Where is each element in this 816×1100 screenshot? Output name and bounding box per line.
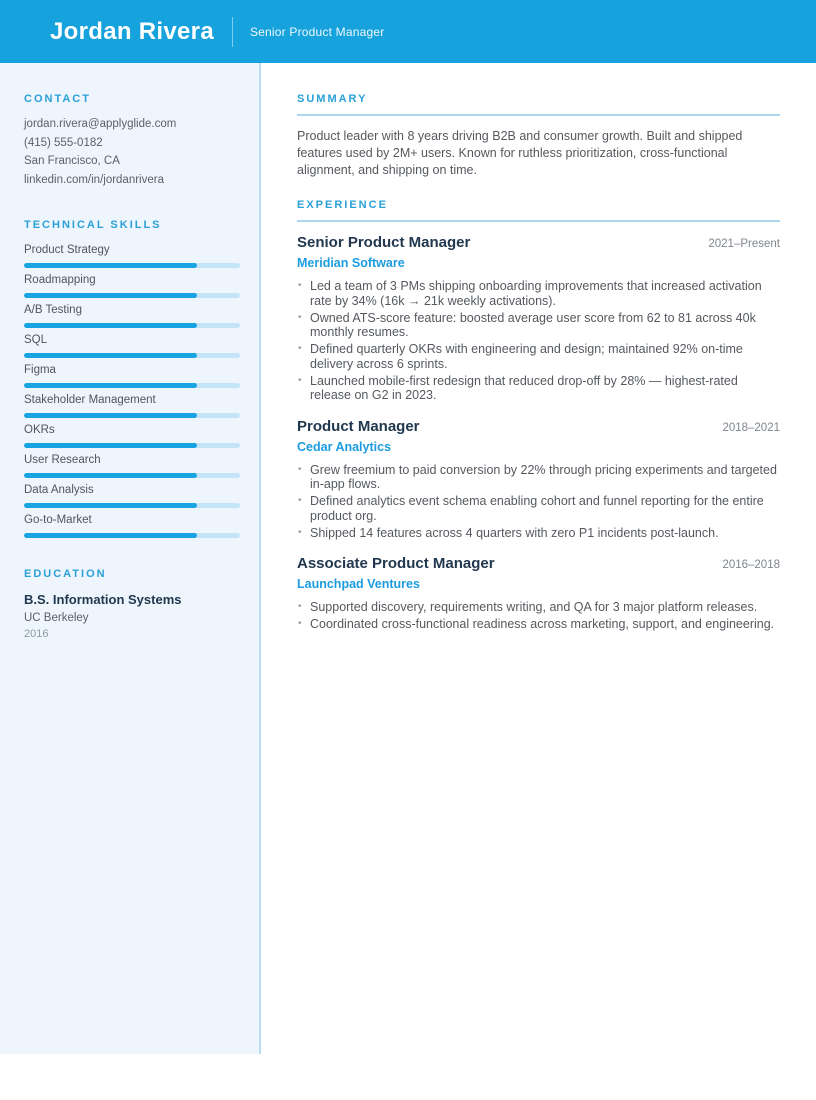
education-school: UC Berkeley: [24, 612, 89, 624]
summary-heading: SUMMARY: [297, 93, 780, 116]
job-bullet: • Shipped 14 features across 4 quarters with zero P1 incidents post-launch.: [297, 526, 780, 541]
candidate-name: Jordan Rivera: [50, 17, 214, 45]
education-section: [24, 568, 239, 640]
resume-body: [0, 63, 816, 1054]
job-bullet: • Led a team of 3 PMs shipping onboarding improvements that increased activation rate by 34% (16k → 21k weekly activations).: [297, 279, 780, 308]
skill-bar-fill: [24, 533, 197, 538]
summary-section: [297, 93, 780, 179]
skills-section: [24, 219, 239, 538]
job-dates: 2018–2021: [722, 421, 780, 434]
skill-bar-track: [24, 503, 240, 508]
job-bullet: • Owned ATS-score feature: boosted average user score from 62 to 81 across 40k monthly resumes.: [297, 311, 780, 340]
skill-bar-fill: [24, 473, 197, 478]
skill-item: [24, 513, 239, 538]
skill-label: User Research: [24, 454, 101, 466]
job-bullet-list: [297, 463, 780, 541]
skill-label: Stakeholder Management: [24, 394, 156, 406]
skill-bar-track: [24, 413, 240, 418]
skill-label: Product Strategy: [24, 244, 110, 256]
job-entry: [297, 555, 780, 632]
job-bullet: • Coordinated cross-functional readiness across marketing, support, and engineering.: [297, 617, 780, 632]
job-bullet: • Defined quarterly OKRs with engineering and design; maintained 92% on-time delivery across 6 sprints.: [297, 342, 780, 371]
skill-label: Data Analysis: [24, 484, 94, 496]
job-bullet-list: [297, 600, 780, 632]
header-banner: [0, 0, 816, 63]
job-title: Senior Product Manager: [297, 234, 471, 251]
main-content: [261, 63, 816, 1054]
job-list: [297, 234, 780, 632]
job-title: Associate Product Manager: [297, 555, 495, 572]
skill-bar-track: [24, 473, 240, 478]
job-dates: 2016–2018: [722, 559, 780, 571]
skills-list: [24, 243, 239, 538]
skill-item: [24, 333, 239, 358]
job-company: Cedar Analytics: [297, 439, 392, 454]
skill-bar-track: [24, 353, 240, 358]
job-dates: 2021–Present: [708, 238, 780, 250]
skill-item: [24, 453, 239, 478]
skill-label: A/B Testing: [24, 304, 82, 316]
job-company: Launchpad Ventures: [297, 577, 420, 591]
skill-item: [24, 273, 239, 298]
header-divider: [232, 17, 233, 47]
skill-label: Figma: [24, 364, 56, 376]
skill-item: [24, 363, 239, 388]
skill-bar-fill: [24, 443, 197, 448]
contact-item: (415) 555-0182: [24, 136, 103, 149]
skill-bar-track: [24, 383, 240, 388]
experience-heading: EXPERIENCE: [297, 199, 780, 222]
job-bullet: • Grew freemium to paid conversion by 22% through pricing experiments and targeted in-app flows.: [297, 463, 780, 492]
contact-item: jordan.rivera@applyglide.com: [24, 118, 177, 130]
skill-bar-fill: [24, 263, 197, 268]
summary-text: Product leader with 8 years driving B2B and consumer growth. Built and shipped features used by 2M+ users. Known for ruthless prioritization, cross-functional alignment, and shipping on time.: [297, 129, 743, 177]
experience-section: [297, 199, 780, 632]
skill-item: [24, 483, 239, 508]
skills-heading: TECHNICAL SKILLS: [24, 219, 162, 231]
education-degree: B.S. Information Systems: [24, 592, 182, 607]
skill-item: [24, 303, 239, 328]
skill-label: OKRs: [24, 424, 55, 436]
skill-item: [24, 393, 239, 418]
education-year: 2016: [24, 628, 49, 640]
skill-bar-track: [24, 443, 240, 448]
contact-item: linkedin.com/in/jordanrivera: [24, 173, 164, 186]
job-entry: [297, 418, 780, 541]
skill-bar-track: [24, 323, 240, 328]
skill-item: [24, 423, 239, 448]
job-header: [297, 555, 780, 573]
job-bullet-list: [297, 279, 780, 403]
skill-bar-fill: [24, 383, 197, 388]
skill-label: Roadmapping: [24, 274, 96, 286]
job-header: [297, 234, 780, 252]
job-title: Product Manager: [297, 417, 420, 435]
contact-list: [24, 115, 239, 189]
job-bullet: • Defined analytics event schema enabling cohort and funnel reporting for the entire product org.: [297, 494, 780, 523]
job-bullet: • Supported discovery, requirements writing, and QA for 3 major platform releases.: [297, 600, 780, 615]
education-heading: EDUCATION: [24, 568, 107, 580]
skill-bar-fill: [24, 293, 197, 298]
contact-section: [24, 93, 239, 189]
skill-item: [24, 243, 239, 268]
skill-label: Go-to-Market: [24, 514, 92, 526]
job-entry: [297, 234, 780, 403]
sidebar: [0, 63, 261, 1054]
skill-bar-fill: [24, 323, 197, 328]
skill-label: SQL: [24, 334, 48, 346]
skill-bar-fill: [24, 413, 197, 418]
skill-bar-fill: [24, 503, 197, 508]
skill-bar-fill: [24, 353, 197, 358]
skill-bar-track: [24, 293, 240, 298]
job-header: [297, 418, 780, 436]
contact-item: San Francisco, CA: [24, 155, 120, 167]
skill-bar-track: [24, 263, 240, 268]
candidate-job-title: Senior Product Manager: [249, 24, 385, 39]
contact-heading: CONTACT: [24, 93, 91, 105]
job-company: Meridian Software: [297, 256, 405, 270]
job-bullet: • Launched mobile-first redesign that reduced drop-off by 28% — highest-rated release on G2 in 2023.: [297, 374, 780, 403]
skill-bar-track: [24, 533, 240, 538]
